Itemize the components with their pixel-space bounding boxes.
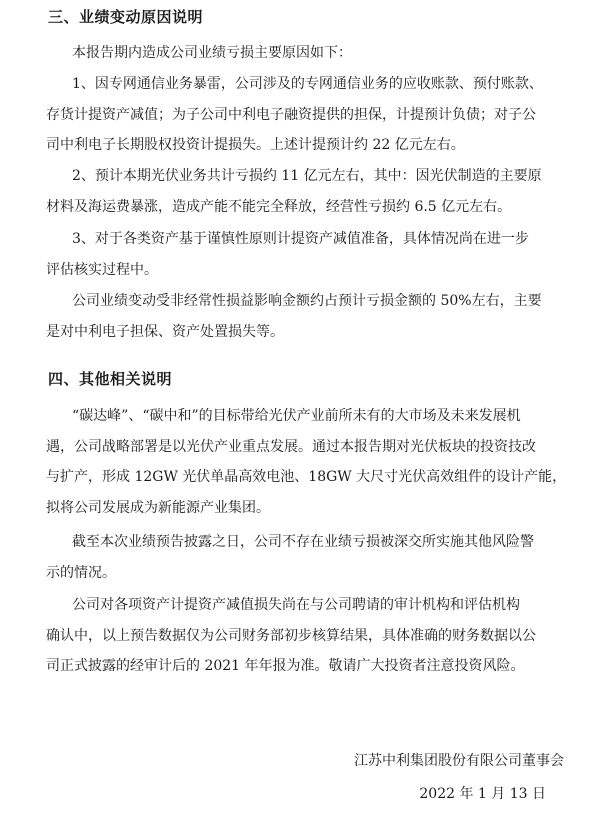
audit-paragraph xyxy=(46,590,580,682)
paragraph-line: 截至本次业绩预告披露之日，公司不存在业绩亏损被深交所实施其他风险警 xyxy=(72,534,534,550)
paragraph-line: 司正式披露的经审计后的 2021 年年报为准。敬请广大投资者注意投资风险。 xyxy=(46,658,525,674)
paragraph-line: 存货计提资产减值；为子公司中利电子融资提供的担保，计提预计负债；对子公 xyxy=(46,106,536,123)
reason-2-paragraph xyxy=(46,161,580,222)
section-3-intro xyxy=(46,38,580,69)
paragraph-line: 与扩产，形成 12GW 光伏单晶高效电池、18GW 大尺寸光伏高效组件的设计产能， xyxy=(46,469,567,485)
carbon-paragraph xyxy=(46,401,580,523)
paragraph-line: 3、对于各类资产基于谨慎性原则计提资产减值准备，具体情况尚在进一步 xyxy=(72,231,529,247)
paragraph-line: 遇，公司战略部署是以光伏产业重点发展。通过本报告期对光伏板块的投资技改 xyxy=(46,438,536,455)
paragraph-line: 司中利电子长期股权投资计提损失。上述计提预计约 22 亿元左右。 xyxy=(46,137,465,153)
paragraph-line: 评估核实过程中。 xyxy=(46,261,158,278)
paragraph-line: 公司对各项资产计提资产减值损失尚在与公司聘请的审计机构和评估机构 xyxy=(72,597,520,613)
signature-company: 江苏中利集团股份有限公司董事会 xyxy=(354,753,564,769)
reason-1-paragraph xyxy=(46,69,580,161)
intro-line: 本报告期内造成公司业绩亏损主要原因如下： xyxy=(72,45,352,61)
paragraph-line: 示的情况。 xyxy=(46,564,116,581)
paragraph-line: 1、因专网通信业务暴雷，公司涉及的专网通信业务的应收账款、预付账款、 xyxy=(72,76,543,92)
section-4-heading: 四、其他相关说明 xyxy=(48,370,173,388)
paragraph-line: 确认中，以上预告数据仅为公司财务部初步核算结果，具体准确的财务数据以公 xyxy=(46,627,536,644)
paragraph-line: 公司业绩变动受非经常性损益影响金额约占预计亏损金额的 50%左右，主要 xyxy=(72,293,542,309)
paragraph-line: 材料及海运费暴涨，造成产能不能完全释放，经营性亏损约 6.5 亿元左右。 xyxy=(46,198,512,215)
paragraph-line: “碳达峰”、“碳中和”的目标带给光伏产业前所未有的大市场及未来发展机 xyxy=(72,408,521,424)
risk-paragraph xyxy=(46,527,580,588)
signature-date: 2022 年 1 月 13 日 xyxy=(419,786,546,802)
paragraph-line: 拟将公司发展成为新能源产业集团。 xyxy=(46,499,270,516)
section-3-heading: 三、业绩变动原因说明 xyxy=(48,8,204,26)
reason-3-paragraph xyxy=(46,224,580,285)
nonrecurring-paragraph xyxy=(46,286,580,347)
paragraph-line: 是对中利电子担保、资产处置损失等。 xyxy=(46,323,284,340)
paragraph-line: 2、预计本期光伏业务共计亏损约 11 亿元左右，其中：因光伏制造的主要原 xyxy=(72,168,542,184)
